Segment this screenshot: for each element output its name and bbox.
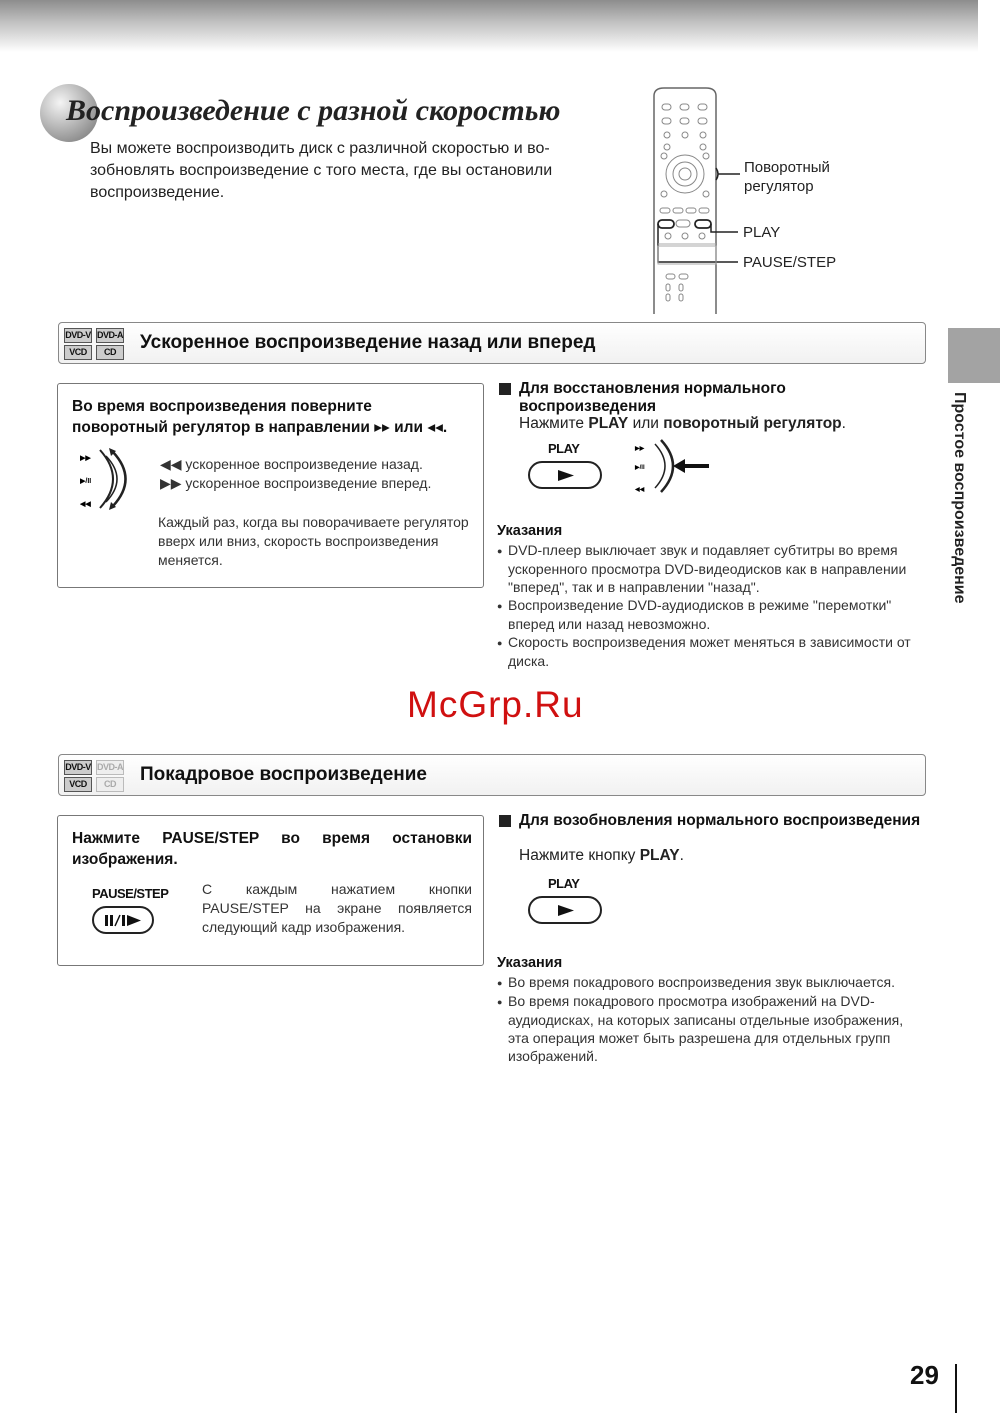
note-item: ● Воспроизведение DVD-аудиодисков в режиме "перемотки" вперед или назад невозможно.: [497, 596, 922, 633]
badge-dvd-v: DVD-V: [64, 328, 92, 343]
play-icon: [556, 469, 576, 482]
svg-text:▶▶: ▶▶: [80, 455, 91, 462]
header-band: [0, 0, 1000, 52]
badge-cd: CD: [96, 777, 124, 792]
bullet-square: [499, 383, 511, 395]
restore-instruction: Нажмите PLAY или поворотный регулятор.: [519, 415, 846, 432]
intro-text: Вы можете воспроизводить диск с различной скоростью и во-зобновлять воспроизведение с того места, где вы остановили воспроизведение.: [90, 140, 553, 201]
resume-heading: Для возобновления нормального воспроизведения: [519, 812, 921, 829]
play-icon: [556, 904, 576, 917]
resume-instruction: Нажмите кнопку PLAY.: [519, 847, 684, 864]
section-title-frame: Покадровое воспроизведение: [140, 764, 428, 785]
restore-heading: Для восстановления нормального воспроизведения: [519, 380, 786, 415]
play-button: [528, 896, 602, 924]
bullet-square: [499, 815, 511, 827]
sidebar-label: Простое воспроизведение: [951, 392, 968, 604]
svg-text:▶/II: ▶/II: [80, 478, 92, 485]
badge-cd: CD: [96, 345, 124, 360]
svg-text:▶/II: ▶/II: [635, 465, 645, 471]
instruction-box-frame: [57, 815, 484, 966]
note-item: ● Во время покадрового просмотра изображений на DVD-аудиодисках, на которых записаны отдельные изображения, эта операция может быть разрешена для отдельных групп изображений.: [497, 992, 927, 1065]
notes-title-fast: Указания: [497, 523, 563, 539]
play-label: PLAY: [743, 224, 781, 241]
badge-vcd: VCD: [64, 777, 92, 792]
page-number-rule: [955, 1364, 957, 1413]
frame-step-text: С каждым нажатием кнопки PAUSE/STEP на экране появляется следующий кадр изображения.: [202, 881, 472, 935]
badge-vcd: VCD: [64, 345, 92, 360]
sidebar-tab: [948, 328, 1000, 383]
pause-step-icon: [104, 913, 144, 928]
badge-dvd-a: DVD-A: [96, 328, 124, 343]
svg-text:◀◀: ◀◀: [80, 501, 91, 508]
dial-rotation-icon: [80, 446, 140, 512]
page-number: 29: [910, 1360, 939, 1390]
notes-list-frame: [497, 973, 927, 1065]
svg-text:▶▶: ▶▶: [635, 446, 645, 452]
section-header-frame: [58, 754, 926, 796]
svg-text:◀◀: ◀◀: [635, 487, 645, 493]
dial-press-icon: [633, 436, 713, 496]
badge-dvd-v: DVD-V: [64, 760, 92, 775]
instruction-box-fast: [57, 383, 484, 588]
pause-step-label: PAUSE/STEP: [743, 254, 837, 271]
line-rewind: ◀◀ ускоренное воспроизведение назад.: [160, 456, 423, 472]
section-title-fast: Ускоренное воспроизведение назад или вперед: [140, 332, 596, 353]
note-item: ● DVD-плеер выключает звук и подавляет субтитры во время ускоренного просмотра DVD-видеодисков как в направлении "вперед", так и в направлении "назад".: [497, 541, 922, 596]
play-button-label: PLAY: [548, 876, 580, 891]
speed-change-text: Каждый раз, когда вы поворачиваете регулятор вверх или вниз, скорость воспроизведения меняется.: [158, 514, 469, 568]
page-title: Воспроизведение с разной скоростью: [66, 94, 561, 127]
play-button: [528, 461, 602, 489]
line-forward: ▶▶ ускоренное воспроизведение вперед.: [160, 475, 432, 491]
notes-list-fast: [497, 541, 922, 670]
badge-dvd-a: DVD-A: [96, 760, 124, 775]
section-header-fast: [58, 322, 926, 364]
note-item: ● Скорость воспроизведения может меняться в зависимости от диска.: [497, 633, 922, 670]
watermark: McGrp.Ru: [407, 684, 584, 725]
pause-step-button-label: PAUSE/STEP: [92, 886, 169, 901]
note-item: ● Во время покадрового воспроизведения звук выключается.: [497, 973, 927, 992]
instruction-head: Нажмите PAUSE/STEP во время остановки изображения.: [72, 830, 472, 868]
remote-control-illustration: [640, 84, 850, 316]
dial-label: Поворотный регулятор: [744, 159, 830, 195]
notes-title-frame: Указания: [497, 955, 563, 971]
instruction-head: Во время воспроизведения поверните поворотный регулятор в направлении ▸▸ или ◂◂.: [72, 398, 448, 436]
pause-step-button: [92, 906, 154, 934]
play-button-label: PLAY: [548, 441, 580, 456]
header-band-end: [978, 0, 1000, 52]
